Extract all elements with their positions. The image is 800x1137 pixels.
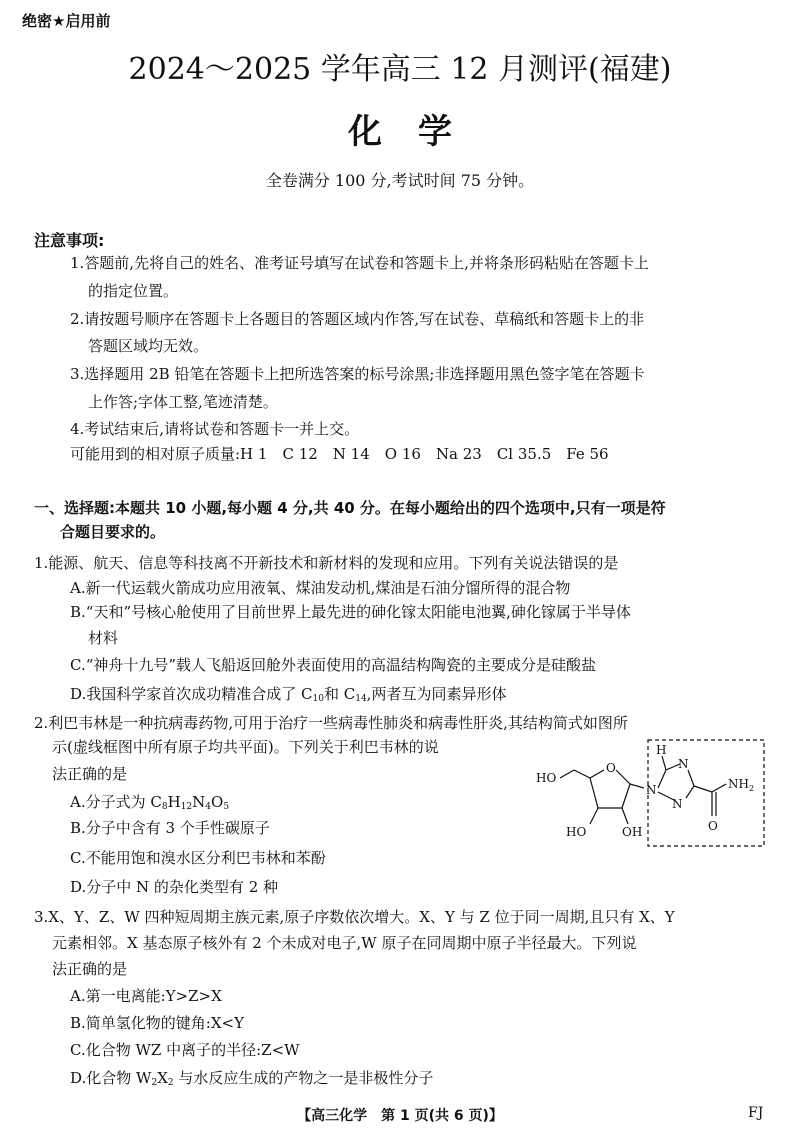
notice-item-1: 1.答题前,先将自己的姓名、准考证号填写在试卷和答题卡上,并将条形码粘贴在答题卡上 — [70, 254, 649, 272]
q1-stem: 1.能源、航天、信息等科技离不开新技术和新材料的发现和应用。下列有关说法错误的是 — [34, 554, 619, 572]
region-code: FJ — [748, 1105, 764, 1121]
confidential-label: 绝密★启用前 — [22, 12, 111, 30]
page-footer: 【高三化学 第 1 页(共 6 页)】 — [297, 1108, 503, 1124]
subject-title: 化学 — [348, 112, 488, 152]
fig-label-oh: OH — [622, 825, 643, 839]
q2-stem-cont2: 法正确的是 — [52, 765, 128, 783]
q1-option-d: D.我国科学家首次成功精准合成了 $C_{10}$和 $C_{14}$,两者互为同素异形体 — [70, 685, 507, 704]
fig-label-n2: N — [678, 757, 689, 771]
atomic-masses: 可能用到的相对原子质量:H 1 C 12 N 14 O 16 Na 23 Cl 35.5 Fe 56 — [70, 445, 609, 463]
notice-item-3: 3.选择题用 2B 铅笔在答题卡上把所选答案的标号涂黑;非选择题用黑色签字笔在答题卡 — [70, 365, 645, 383]
q2-option-c: C.不能用饱和溴水区分利巴韦林和苯酚 — [70, 849, 326, 867]
fig-label-h: H — [656, 743, 667, 757]
exam-title: 2024～2025 学年高三 12 月测评(福建) — [128, 52, 672, 87]
q1-option-b: B.“天和”号核心舱使用了目前世界上最先进的砷化镓太阳能电池翼,砷化镓属于半导体 — [70, 603, 631, 621]
q3-stem-cont2: 法正确的是 — [52, 960, 128, 978]
q3-option-c: C.化合物 WZ 中离子的半径:Z<W — [70, 1041, 300, 1059]
q2-option-d: D.分子中 N 的杂化类型有 2 种 — [70, 878, 279, 896]
q1-option-c: C.“神舟十九号”载人飞船返回舱外表面使用的高温结构陶瓷的主要成分是硅酸盐 — [70, 656, 597, 674]
q2-stem: 2.利巴韦林是一种抗病毒药物,可用于治疗一些病毒性肺炎和病毒性肝炎,其结构简式如图所 — [34, 714, 628, 732]
fig-label-n1: N — [646, 783, 657, 797]
notice-item-3-cont: 上作答;字体工整,笔迹清楚。 — [88, 393, 278, 411]
q2-stem-cont: 示(虚线框图中所有原子均共平面)。下列关于利巴韦林的说 — [52, 738, 439, 756]
fig-label-nh2: $NH_2$ — [728, 777, 755, 793]
score-info: 全卷满分 100 分,考试时间 75 分钟。 — [265, 171, 535, 190]
fig-label-ho: HO — [536, 771, 557, 785]
fig-label-ring-o: O — [606, 761, 616, 775]
q3-option-b: B.简单氢化物的键角:X<Y — [70, 1014, 244, 1032]
q3-stem: 3.X、Y、Z、W 四种短周期主族元素,原子序数依次增大。X、Y 与 Z 位于同一周期,且只有 X、Y — [34, 908, 675, 926]
notice-item-2: 2.请按题号顺序在答题卡上各题目的答题区域内作答,写在试卷、草稿纸和答题卡上的非 — [70, 310, 645, 328]
notice-item-1-cont: 的指定位置。 — [88, 282, 179, 300]
q3-option-d: D.化合物 $W_2X_2$ 与水反应生成的产物之一是非极性分子 — [70, 1069, 434, 1088]
section-heading: 一、选择题:本题共 10 小题,每小题 4 分,共 40 分。在每小题给出的四个选项中,只有一项是符 — [34, 499, 666, 517]
fig-label-carbonyl-o: O — [708, 819, 718, 833]
q3-stem-cont: 元素相邻。X 基态原子核外有 2 个未成对电子,W 原子在同周期中原子半径最大。下列说 — [52, 934, 637, 952]
ribavirin-structure — [528, 738, 768, 850]
q1-option-b-cont: 材料 — [88, 629, 119, 647]
q2-option-b: B.分子中含有 3 个手性碳原子 — [70, 819, 270, 837]
notice-item-2-cont: 答题区域均无效。 — [88, 337, 209, 355]
fig-label-n3: N — [672, 797, 683, 811]
notice-heading: 注意事项: — [34, 231, 105, 250]
q3-option-a: A.第一电离能:Y>Z>X — [70, 987, 222, 1005]
fig-label-ho2: HO — [566, 825, 587, 839]
q2-option-a: A.分子式为 $C_8H_{12}N_4O_5$ — [70, 793, 230, 812]
q1-option-a: A.新一代运载火箭成功应用液氧、煤油发动机,煤油是石油分馏所得的混合物 — [70, 579, 571, 597]
notice-item-4: 4.考试结束后,请将试卷和答题卡一并上交。 — [70, 420, 360, 438]
section-heading-cont: 合题目要求的。 — [60, 523, 166, 541]
